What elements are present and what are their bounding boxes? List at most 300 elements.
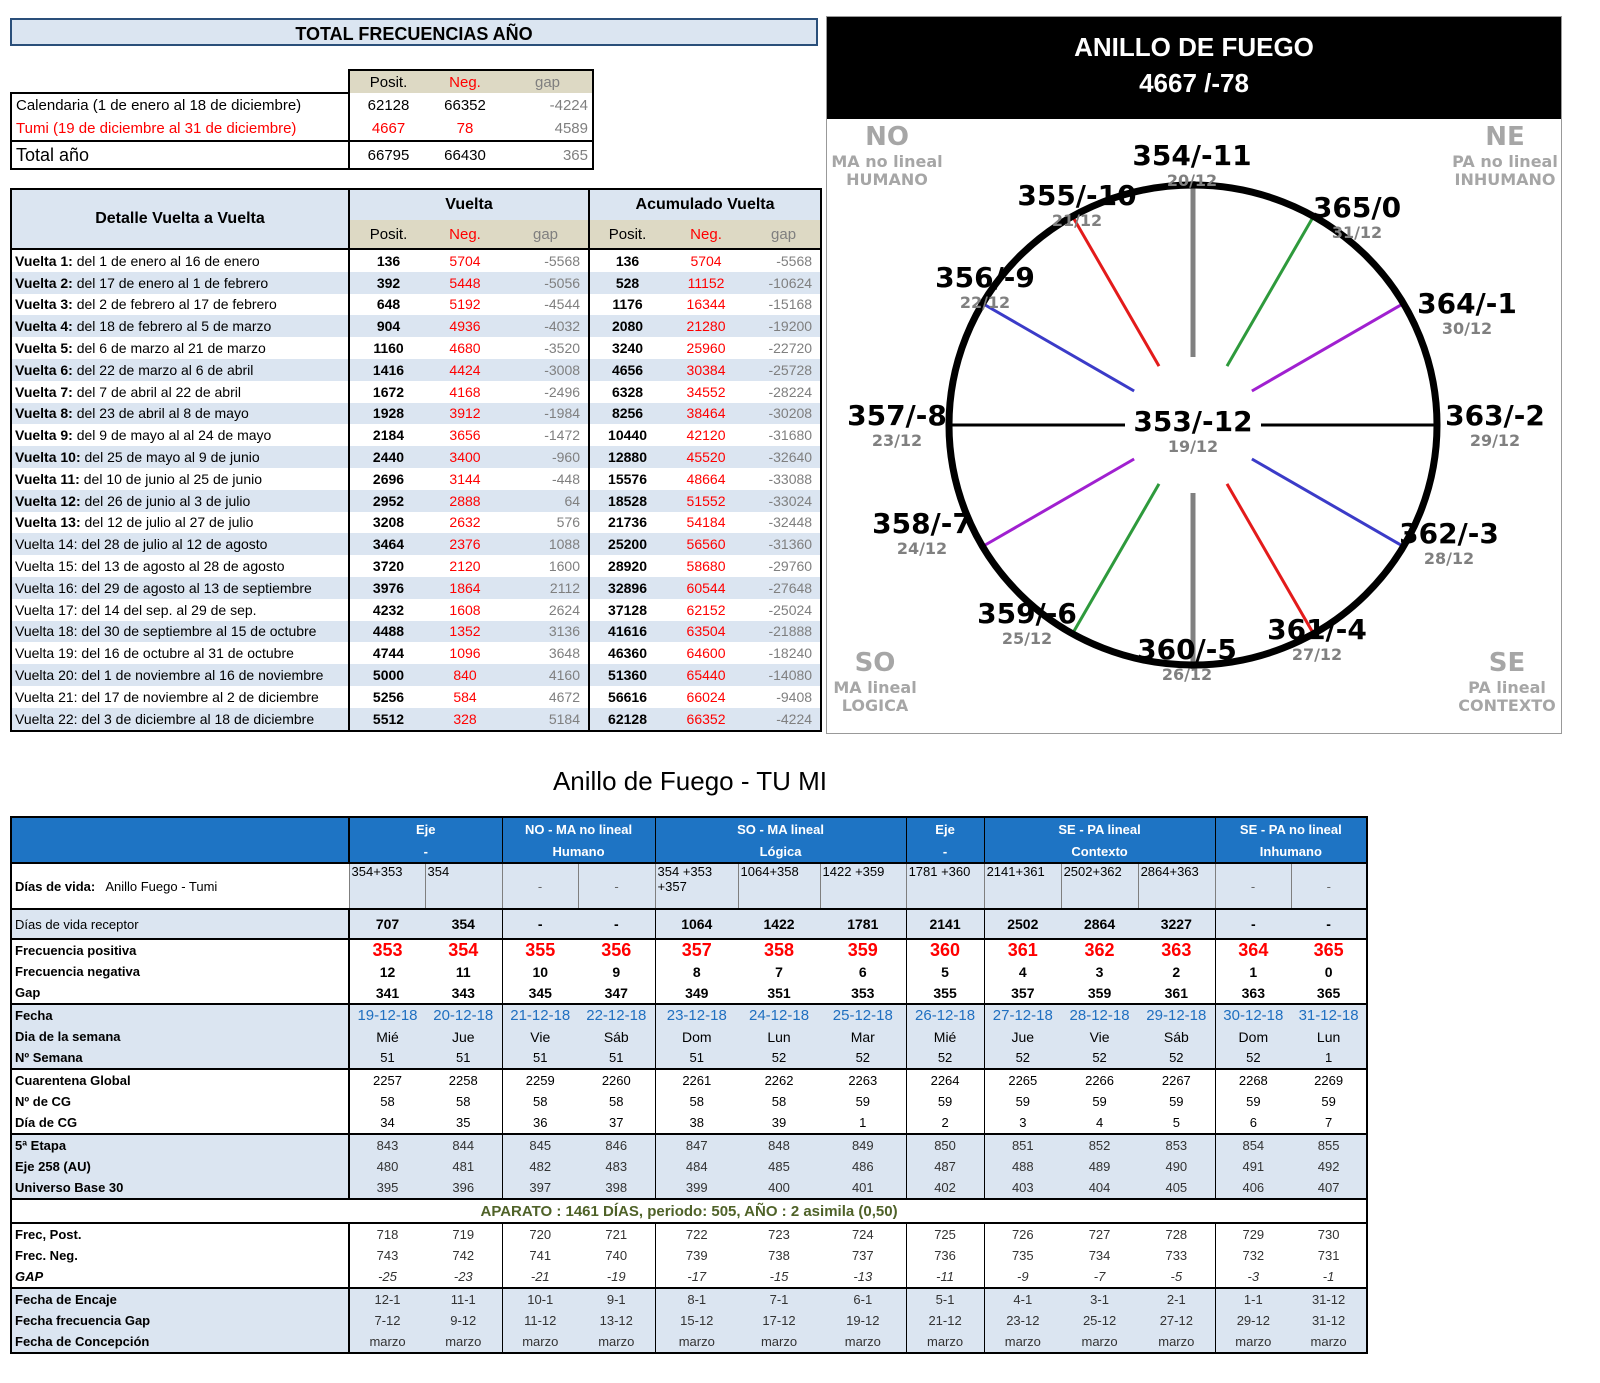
tumi-cell: 2258 (425, 1069, 502, 1091)
tumi-cell: 58 (425, 1091, 502, 1112)
tumi-cell: 2864 (1061, 909, 1138, 939)
tumi-cell: marzo (984, 1331, 1061, 1353)
detail-acc-gap: -32448 (768, 514, 813, 531)
detail-row (11, 424, 821, 446)
tumi-row-label: Fecha de Encaje (11, 1288, 349, 1310)
tumi-row-label: Fecha (11, 1004, 349, 1026)
tumi-cell: 351 (738, 982, 820, 1004)
detail-acc-gap: -18240 (768, 645, 813, 662)
tumi-cell: 11-1 (425, 1288, 502, 1310)
ring-corner-code: NE (1485, 122, 1525, 152)
detail-acc-neg: 11152 (665, 272, 747, 294)
detail-row-range: Vuelta 22: del 3 de diciembre al 18 de diciembre (15, 710, 315, 727)
tumi-cell: 855 (1291, 1134, 1367, 1156)
detail-row-label (11, 272, 349, 294)
tumi-cell: 59 (906, 1091, 984, 1112)
detail-acc-pos: 3240 (589, 337, 665, 359)
detail-acc-neg: 60544 (665, 577, 747, 599)
detail-row-label (11, 468, 349, 490)
tumi-cell: 51 (655, 1047, 738, 1069)
detail-row-label (11, 621, 349, 643)
detail-row-label (11, 533, 349, 555)
detail-row-name: Vuelta 8: (15, 405, 73, 422)
tumi-cell: Sáb (1138, 1026, 1215, 1047)
tumi-row-label: Eje 258 (AU) (11, 1156, 349, 1177)
tumi-cell: marzo (425, 1331, 502, 1353)
detail-pos: 392 (349, 272, 427, 294)
tumi-row-label: Dia de la semana (11, 1026, 349, 1047)
tumi-row-label: GAP (11, 1266, 349, 1288)
tumi-cell: 736 (906, 1245, 984, 1266)
detail-acc-gap: -33088 (768, 470, 813, 487)
totals-pos: 66795 (349, 141, 427, 169)
tumi-cell: 404 (1061, 1177, 1138, 1199)
tumi-cell: 10 (502, 961, 578, 982)
dias-vida-cell: 354+353 (349, 863, 425, 909)
tumi-cell: Sáb (578, 1026, 655, 1047)
detail-acc-pos: 528 (589, 272, 665, 294)
tumi-cell: marzo (655, 1331, 738, 1353)
ring-node-label: 359/-6 (977, 597, 1077, 630)
tumi-cell: 2 (1138, 961, 1215, 982)
dias-vida-cell: 1422 +359 (820, 863, 906, 909)
detail-neg: 3144 (449, 470, 481, 487)
tumi-cell: 849 (820, 1134, 906, 1156)
tumi-cell: -5 (1138, 1266, 1215, 1288)
tumi-cell: 58 (738, 1091, 820, 1112)
tumi-cell: 9-12 (425, 1310, 502, 1331)
tumi-cell: 719 (425, 1223, 502, 1245)
detail-neg: 1352 (427, 621, 503, 643)
detail-pos: 136 (376, 252, 401, 269)
tumi-cell: -19 (578, 1266, 655, 1288)
detail-acc-neg: 51552 (665, 490, 747, 512)
ring-node-date: 27/12 (1291, 645, 1343, 664)
totals-gap: -4224 (503, 93, 593, 117)
detail-gap: 5184 (503, 708, 589, 731)
tumi-cell: 727 (1061, 1223, 1138, 1245)
tumi-cell: 707 (349, 909, 425, 939)
tumi-cell: 732 (1215, 1245, 1291, 1266)
tumi-cell: 357 (655, 939, 738, 961)
tumi-group-title: Eje (906, 817, 984, 840)
dias-vida-cell: 2141+361 (984, 863, 1061, 909)
detail-acc-neg: 25960 (686, 340, 726, 357)
ring-spoke (1071, 484, 1159, 636)
ring-corner-line2: LOGICA (841, 696, 909, 715)
totals-table (10, 69, 594, 170)
tumi-cell: 721 (578, 1223, 655, 1245)
detail-header-acc-neg: Neg. (665, 220, 747, 249)
tumi-cell: 51 (502, 1047, 578, 1069)
detail-acc-neg: 45520 (665, 446, 747, 468)
detail-pos: 3464 (349, 533, 427, 555)
tumi-cell: 26-12-18 (906, 1004, 984, 1026)
detail-gap: -448 (551, 470, 581, 487)
tumi-cell: 7-1 (738, 1288, 820, 1310)
tumi-cell: Mié (349, 1026, 425, 1047)
detail-row-label (11, 642, 349, 664)
tumi-cell: 27-12-18 (984, 1004, 1061, 1026)
tumi-group-subtitle: Lógica (655, 840, 906, 863)
tumi-cell: - (502, 909, 578, 939)
tumi-cell: 725 (906, 1223, 984, 1245)
detail-row (11, 294, 821, 316)
detail-row (11, 468, 821, 490)
detail-acc-pos: 18528 (589, 490, 665, 512)
ring-node-label: 356/-9 (935, 261, 1035, 294)
tumi-group-subtitle: - (906, 840, 984, 863)
detail-row-label (11, 664, 349, 686)
tumi-cell: 22-12-18 (578, 1004, 655, 1026)
detail-row-range: Vuelta 15: del 13 de agosto al 28 de agosto (15, 558, 285, 575)
tumi-group-subtitle: Contexto (984, 840, 1215, 863)
detail-row (11, 359, 821, 381)
tumi-cell: 52 (1061, 1047, 1138, 1069)
detail-neg: 4680 (449, 340, 481, 357)
detail-acc-gap: -25024 (768, 601, 813, 618)
dias-vida-cell: 2864+363 (1138, 863, 1215, 909)
tumi-cell: 406 (1215, 1177, 1291, 1199)
detail-neg: 2120 (449, 558, 481, 575)
detail-row (11, 599, 821, 621)
tumi-cell: 23-12 (984, 1310, 1061, 1331)
tumi-title: Anillo de Fuego - TU MI (552, 766, 828, 796)
detail-row (11, 272, 821, 294)
detail-row-label (11, 577, 349, 599)
detail-acc-pos: 2080 (589, 315, 665, 337)
tumi-cell: -7 (1061, 1266, 1138, 1288)
detail-neg: 2632 (449, 514, 481, 531)
tumi-cell: 6-1 (820, 1288, 906, 1310)
detail-gap: 3136 (503, 621, 589, 643)
tumi-cell: 25-12-18 (820, 1004, 906, 1026)
detail-row-label (11, 599, 349, 621)
tumi-group-title: Eje (349, 817, 502, 840)
tumi-cell: 24-12-18 (738, 1004, 820, 1026)
tumi-cell: 52 (1215, 1047, 1291, 1069)
detail-gap: -3008 (503, 359, 589, 381)
detail-row-range: Vuelta 20: del 1 de noviembre al 16 de noviembre (15, 667, 324, 684)
tumi-cell: 59 (984, 1091, 1061, 1112)
detail-row-range: Vuelta 21: del 17 de noviembre al 2 de diciembre (15, 688, 319, 705)
tumi-cell: 34 (349, 1112, 425, 1134)
detail-neg: 4936 (427, 315, 503, 337)
tumi-cell: 402 (906, 1177, 984, 1199)
detail-row (11, 249, 821, 272)
detail-acc-neg: 56560 (665, 533, 747, 555)
ring-node-date: 25/12 (1001, 629, 1053, 648)
detail-row-range: del 23 de abril al 8 de mayo (72, 405, 249, 422)
tumi-cell: 365 (1291, 939, 1367, 961)
totals-header-pos: Posit. (349, 70, 427, 93)
tumi-cell: 19-12 (820, 1310, 906, 1331)
detail-row-label (11, 490, 349, 512)
tumi-cell: 52 (984, 1047, 1061, 1069)
tumi-cell: 3 (984, 1112, 1061, 1134)
tumi-cell: 396 (425, 1177, 502, 1199)
detail-acc-neg: 64600 (686, 645, 726, 662)
tumi-cell: 58 (502, 1091, 578, 1112)
tumi-cell: 2266 (1061, 1069, 1138, 1091)
tumi-cell: 2269 (1291, 1069, 1367, 1091)
detail-row-range: Vuelta 17: del 14 del sep. al 29 de sep. (15, 601, 257, 618)
ring-spoke (982, 459, 1134, 547)
totals-label: Tumi (19 de diciembre al 31 de diciembre) (11, 117, 349, 141)
detail-acc-neg: 54184 (686, 514, 726, 531)
tumi-cell: 3-1 (1061, 1288, 1138, 1310)
tumi-cell: 2502 (984, 909, 1061, 939)
ring-node-date: 21/12 (1051, 211, 1103, 230)
detail-row-name: Vuelta 3: (15, 296, 73, 313)
detail-row-range: del 12 de julio al 27 de julio (80, 514, 254, 531)
ring-node-date: 26/12 (1161, 665, 1213, 684)
tumi-cell: 2259 (502, 1069, 578, 1091)
tumi-cell: 2-1 (1138, 1288, 1215, 1310)
detail-row-label (11, 359, 349, 381)
tumi-cell: 362 (1061, 939, 1138, 961)
detail-gap: 64 (503, 490, 589, 512)
tumi-cell: Lun (738, 1026, 820, 1047)
totals-header-gap: gap (503, 70, 593, 93)
tumi-cell: 853 (1138, 1134, 1215, 1156)
detail-row-label (11, 686, 349, 708)
tumi-cell: 743 (349, 1245, 425, 1266)
tumi-cell: 356 (578, 939, 655, 961)
tumi-cell: 349 (655, 982, 738, 1004)
dias-vida-cell: 354 +353 +357 (655, 863, 738, 909)
tumi-table (10, 816, 1368, 1354)
detail-row-range: del 18 de febrero al 5 de marzo (72, 318, 272, 335)
detail-row-label (11, 337, 349, 359)
tumi-cell: 359 (820, 939, 906, 961)
detail-row (11, 577, 821, 599)
tumi-cell: 19-12-18 (349, 1004, 425, 1026)
aparato-banner: APARATO : 1461 DÍAS, periodo: 505, AÑO : 2 asimila (0,50) (11, 1199, 1367, 1223)
tumi-cell: 2 (906, 1112, 984, 1134)
totals-label: Total año (11, 141, 349, 169)
tumi-cell: 354 (425, 909, 502, 939)
tumi-cell: 481 (425, 1156, 502, 1177)
ring-node-label: 357/-8 (847, 399, 947, 432)
tumi-cell: Mié (906, 1026, 984, 1047)
tumi-cell: 2141 (906, 909, 984, 939)
tumi-cell: 735 (984, 1245, 1061, 1266)
detail-row-label (11, 315, 349, 337)
detail-row (11, 555, 821, 577)
tumi-cell: 401 (820, 1177, 906, 1199)
detail-gap: 3648 (548, 645, 581, 662)
tumi-cell: 1781 (820, 909, 906, 939)
tumi-cell: marzo (820, 1331, 906, 1353)
tumi-cell: 0 (1291, 961, 1367, 982)
tumi-cell: 734 (1061, 1245, 1138, 1266)
tumi-cell: 28-12-18 (1061, 1004, 1138, 1026)
ring-spoke (1252, 303, 1404, 391)
tumi-cell: 353 (820, 982, 906, 1004)
dias-vida-cell: - (502, 863, 578, 909)
totals-row-calendaria (11, 93, 593, 117)
detail-row (11, 533, 821, 555)
tumi-cell: 726 (984, 1223, 1061, 1245)
tumi-cell: 480 (349, 1156, 425, 1177)
tumi-cell: 489 (1061, 1156, 1138, 1177)
ring-corner-line1: MA lineal (833, 678, 917, 697)
tumi-cell: 845 (502, 1134, 578, 1156)
tumi-cell: 1 (1291, 1047, 1367, 1069)
tumi-cell: 59 (1061, 1091, 1138, 1112)
tumi-cell: 357 (984, 982, 1061, 1004)
tumi-cell: marzo (1215, 1331, 1291, 1353)
detail-acc-pos: 37128 (589, 599, 665, 621)
detail-pos: 5256 (372, 688, 405, 705)
detail-acc-gap: -14080 (747, 664, 821, 686)
detail-row-range: del 1 de enero al 16 de enero (72, 252, 260, 269)
detail-gap: -1984 (503, 403, 589, 425)
detail-acc-neg: 48664 (686, 470, 726, 487)
ring-corner-line1: MA no lineal (831, 152, 943, 171)
ring-subtitle: 4667 /-78 (1139, 68, 1249, 98)
tumi-cell: 852 (1061, 1134, 1138, 1156)
tumi-cell: -3 (1215, 1266, 1291, 1288)
tumi-cell: 12-1 (349, 1288, 425, 1310)
tumi-cell: 23-12-18 (655, 1004, 738, 1026)
ring-node-label: 365/0 (1312, 191, 1402, 224)
tumi-cell: - (578, 909, 655, 939)
detail-row-range: del 17 de enero al 1 de febrero (72, 274, 269, 291)
detail-acc-pos: 12880 (589, 446, 665, 468)
tumi-cell: 27-12 (1138, 1310, 1215, 1331)
totals-header-neg: Neg. (427, 70, 503, 93)
tumi-cell: 848 (738, 1134, 820, 1156)
detail-acc-gap: -15168 (768, 296, 813, 313)
totals-neg: 66352 (444, 96, 486, 114)
ring-node-label: 360/-5 (1137, 633, 1237, 666)
ring-spoke (1227, 214, 1315, 366)
detail-neg: 1096 (449, 645, 481, 662)
detail-row (11, 381, 821, 403)
tumi-cell: 21-12 (906, 1310, 984, 1331)
ring-node-label: 355/-10 (1017, 179, 1137, 212)
tumi-cell: 1064 (655, 909, 738, 939)
tumi-cell: 25-12 (1061, 1310, 1138, 1331)
tumi-cell: 737 (820, 1245, 906, 1266)
totals-gap: 365 (503, 141, 593, 169)
detail-neg: 4168 (449, 383, 481, 400)
tumi-cell: 2261 (655, 1069, 738, 1091)
tumi-group-title: SE - PA lineal (984, 817, 1215, 840)
tumi-group-subtitle: Inhumano (1215, 840, 1367, 863)
detail-row-label (11, 294, 349, 316)
tumi-cell: 51 (578, 1047, 655, 1069)
detail-row-name: Vuelta 11: (15, 470, 80, 487)
tumi-cell: 846 (578, 1134, 655, 1156)
detail-row-range: del 9 de mayo al al 24 de mayo (72, 427, 272, 444)
tumi-cell: 1-1 (1215, 1288, 1291, 1310)
detail-acc-pos: 15576 (589, 468, 665, 490)
detail-row (11, 621, 821, 643)
tumi-cell: Vie (502, 1026, 578, 1047)
ring-node-date: 31/12 (1331, 223, 1383, 242)
tumi-cell: 731 (1291, 1245, 1367, 1266)
tumi-cell: 405 (1138, 1177, 1215, 1199)
tumi-cell: 21-12-18 (502, 1004, 578, 1026)
tumi-cell: 35 (425, 1112, 502, 1134)
detail-acc-pos: 1176 (589, 294, 665, 316)
detail-acc-gap: -30208 (747, 403, 821, 425)
tumi-cell: marzo (502, 1331, 578, 1353)
tumi-cell: 354 (425, 939, 502, 961)
tumi-cell: 738 (738, 1245, 820, 1266)
detail-row-range: Vuelta 14: del 28 de julio al 12 de agosto (15, 536, 268, 553)
detail-pos: 4232 (372, 601, 405, 618)
tumi-cell: - (1215, 909, 1291, 939)
detail-pos: 1160 (373, 340, 404, 357)
detail-row-range: del 22 de marzo al 6 de abril (72, 361, 254, 378)
detail-acc-neg: 58680 (686, 558, 726, 575)
detail-row-name: Vuelta 1: (15, 252, 73, 269)
tumi-cell: 358 (738, 939, 820, 961)
tumi-cell: 11 (425, 961, 502, 982)
tumi-cell: 2267 (1138, 1069, 1215, 1091)
tumi-cell: 844 (425, 1134, 502, 1156)
detail-row-name: Vuelta 10: (15, 449, 81, 466)
detail-table (10, 188, 822, 732)
tumi-cell: marzo (1291, 1331, 1367, 1353)
tumi-cell: -11 (906, 1266, 984, 1288)
tumi-cell: 2264 (906, 1069, 984, 1091)
detail-neg: 5704 (449, 252, 481, 269)
detail-row-range: del 25 de mayo al 9 de junio (80, 449, 260, 466)
detail-pos: 904 (349, 315, 427, 337)
detail-pos: 2696 (372, 470, 405, 487)
tumi-cell: 6 (820, 961, 906, 982)
tumi-cell: 718 (349, 1223, 425, 1245)
tumi-cell: 7 (1291, 1112, 1367, 1134)
tumi-cell: -23 (425, 1266, 502, 1288)
ring-node-label: 364/-1 (1417, 287, 1517, 320)
tumi-row-label: Días de vida receptor (11, 909, 349, 939)
detail-gap: -3520 (544, 340, 581, 357)
detail-row (11, 686, 821, 708)
tumi-cell: 345 (502, 982, 578, 1004)
tumi-cell: 10-1 (502, 1288, 578, 1310)
detail-acc-neg: 16344 (686, 296, 726, 313)
tumi-cell: 347 (578, 982, 655, 1004)
totals-pos: 4667 (349, 117, 427, 141)
tumi-cell: 400 (738, 1177, 820, 1199)
detail-neg: 1864 (427, 577, 503, 599)
ring-spoke (1252, 459, 1404, 547)
tumi-cell: 37 (578, 1112, 655, 1134)
tumi-cell: 847 (655, 1134, 738, 1156)
tumi-cell: 6 (1215, 1112, 1291, 1134)
tumi-cell: -25 (349, 1266, 425, 1288)
tumi-cell: 851 (984, 1134, 1061, 1156)
tumi-cell: 5 (1138, 1112, 1215, 1134)
detail-row (11, 512, 821, 534)
tumi-cell: 8-1 (655, 1288, 738, 1310)
detail-acc-pos: 41616 (589, 621, 665, 643)
dias-vida-cell: 1781 +360 (906, 863, 984, 909)
detail-row-range: del 26 de junio al 3 de julio (80, 492, 251, 509)
totals-pos: 62128 (349, 93, 427, 117)
detail-acc-gap: -29760 (768, 558, 813, 575)
detail-header-neg: Neg. (427, 220, 503, 249)
detail-gap: -2496 (544, 383, 581, 400)
detail-acc-pos: 10440 (589, 424, 665, 446)
detail-row-name: Vuelta 13: (15, 514, 81, 531)
